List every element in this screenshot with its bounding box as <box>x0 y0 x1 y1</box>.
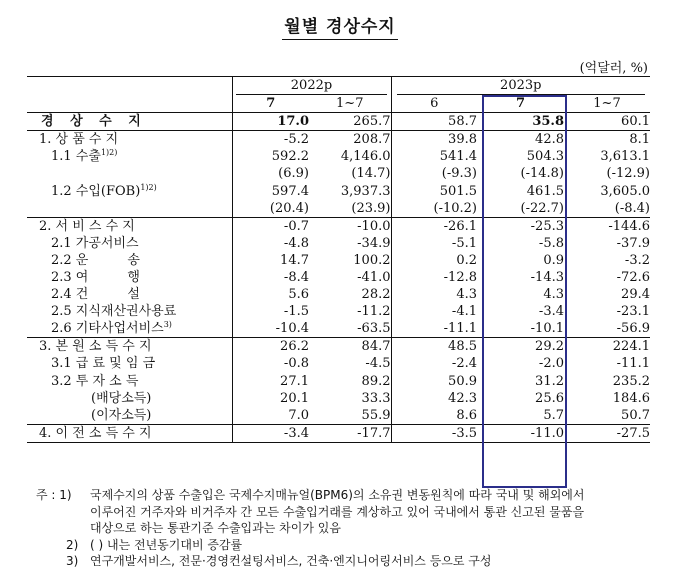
table-row <box>27 217 650 235</box>
cell-value: -23.1 <box>616 304 650 320</box>
cell-value: -72.6 <box>616 269 650 285</box>
cell-value: 224.1 <box>564 338 650 356</box>
cell-value: 60.1 <box>564 113 650 131</box>
cell-value: 42.3 <box>391 390 477 407</box>
cell-value: -8.4 <box>232 269 309 286</box>
cell-value: 3,613.1 <box>600 149 650 165</box>
page-title <box>0 12 680 37</box>
row-label-text: 2.4 건 설 <box>51 287 140 303</box>
table-row <box>27 252 650 269</box>
cell-value: -4.8 <box>232 235 309 252</box>
row-label-text: 3. 본 원 소 득 수 지 <box>39 339 152 355</box>
cell-value: 42.8 <box>477 131 564 149</box>
cell-value: 100.2 <box>353 252 391 268</box>
table-row <box>27 131 650 149</box>
header-group-2023: 2023p <box>391 77 650 96</box>
cell-value: 8.6 <box>391 407 477 425</box>
row-label-text: 4. 이 전 소 득 수 지 <box>39 425 152 441</box>
cell-value: -25.3 <box>477 217 564 235</box>
table-row <box>27 235 650 252</box>
cell-value: -4.5 <box>365 356 391 372</box>
cell-value: -5.2 <box>232 131 309 149</box>
cell-value: (23.9) <box>351 200 391 216</box>
row-label <box>27 286 232 303</box>
cell-value: (20.4) <box>232 200 309 218</box>
cell-value: 504.3 <box>526 149 564 165</box>
cell-value: -0.7 <box>232 217 309 235</box>
table-row <box>27 320 650 338</box>
footnote-1 <box>36 487 666 537</box>
table-row <box>27 200 650 218</box>
row-label <box>27 373 232 390</box>
cell-value: 17.0 <box>232 113 309 131</box>
cell-value: 84.7 <box>309 338 391 356</box>
row-label-text: 3.1 급 료 및 임 금 <box>51 356 156 372</box>
table-row <box>27 165 650 182</box>
header-col: 7 <box>477 95 564 113</box>
row-label <box>27 407 232 425</box>
cell-value: 48.5 <box>391 338 477 356</box>
cell-value: -11.1 <box>391 320 477 338</box>
row-label-footnote-ref: 1)2) <box>140 182 157 192</box>
row-label-text: 1.1 수출 <box>51 149 101 165</box>
table-row <box>27 269 650 286</box>
row-label <box>27 303 232 320</box>
row-label <box>27 390 232 407</box>
footnote-lead: 주 : 1) <box>36 488 72 502</box>
cell-value: -11.2 <box>357 304 391 320</box>
cell-value: 501.5 <box>391 182 477 199</box>
cell-value: 4.3 <box>543 287 564 303</box>
table-row <box>27 424 650 442</box>
header-col: 7 <box>232 95 309 113</box>
row-label <box>27 235 232 252</box>
unit-label: (억달러, %) <box>579 61 648 76</box>
row-label <box>27 252 232 269</box>
row-label <box>27 148 232 165</box>
row-label-text: 2. 서 비 스 수 지 <box>39 218 135 234</box>
cell-value: (-12.9) <box>606 166 650 182</box>
cell-value: 7.0 <box>232 407 309 425</box>
cell-value: -14.3 <box>530 269 564 285</box>
row-label-text: 2.6 기타사업서비스 <box>51 321 164 337</box>
header-group-2022: 2022p <box>232 77 391 96</box>
cell-value: -3.4 <box>538 304 564 320</box>
cell-value: -56.9 <box>616 321 650 337</box>
cell-value: -3.2 <box>624 252 650 268</box>
footnote-1-line-2: 이루어진 거주자와 비거주자 간 모든 수출입거래를 계상하고 있어 국내에서 통관 신고된 물품을 <box>90 504 585 519</box>
cell-value: -27.5 <box>564 424 650 442</box>
row-label <box>27 338 232 356</box>
cell-value: -3.5 <box>391 424 477 442</box>
cell-value: (-10.2) <box>391 200 477 218</box>
footnote-1-line-1: 국제수지의 상품 수출입은 국제수지매뉴얼(BPM6)의 소유권 변동원칙에 따라 국내 및 해외에서 <box>90 488 585 502</box>
cell-value: 265.7 <box>309 113 391 131</box>
cell-value: 58.7 <box>391 113 477 131</box>
table-row <box>27 182 650 199</box>
row-label-text: 2.1 가공서비스 <box>51 235 139 251</box>
cell-value: -12.8 <box>391 269 477 286</box>
cell-value: -4.1 <box>391 303 477 320</box>
cell-value: -17.7 <box>309 424 391 442</box>
row-label-text: 2.5 지식재산권사용료 <box>51 304 177 320</box>
cell-value: (-8.4) <box>614 200 650 216</box>
cell-value: -37.9 <box>616 235 650 251</box>
row-label <box>27 200 232 218</box>
cell-value: -2.0 <box>538 356 564 372</box>
row-label-text: 1. 상 품 수 지 <box>39 132 119 148</box>
cell-value: 28.2 <box>361 287 391 303</box>
cell-value: 0.2 <box>391 252 477 269</box>
table-row <box>27 148 650 165</box>
table-row <box>27 373 650 390</box>
footnote-3-text: 연구개발서비스, 전문·경영컨설팅서비스, 건축·엔지니어링서비스 등으로 구성 <box>90 554 492 568</box>
table-row <box>27 390 650 407</box>
cell-value: -0.8 <box>232 355 309 372</box>
cell-value: (14.7) <box>351 166 391 182</box>
title-text: 월별 경상수지 <box>282 17 397 40</box>
cell-value: -10.4 <box>232 320 309 338</box>
footnote-2-text: ( ) 내는 전년동기대비 증감률 <box>90 537 243 552</box>
cell-value: 3,937.3 <box>340 183 391 199</box>
cell-value: 235.2 <box>612 373 650 389</box>
cell-value: 50.7 <box>621 407 650 423</box>
footnotes <box>36 487 666 570</box>
cell-value: -41.0 <box>357 269 391 285</box>
cell-value: -1.5 <box>232 303 309 320</box>
row-label-text: 경 상 수 지 <box>41 114 147 130</box>
cell-value: -10.0 <box>309 217 391 235</box>
cell-value: (-14.8) <box>520 166 564 182</box>
cell-value: 3,605.0 <box>600 183 650 199</box>
cell-value: 5.6 <box>232 286 309 303</box>
cell-value: 592.2 <box>232 148 309 165</box>
row-label-text: (이자소득) <box>91 407 152 423</box>
header-column-row <box>27 95 650 113</box>
row-label-text: 3.2 투 자 소 득 <box>51 373 139 389</box>
cell-value: -10.1 <box>530 321 564 337</box>
cell-value: 20.1 <box>232 390 309 407</box>
row-label-text: 2.3 여 행 <box>51 269 140 285</box>
footnote-2-lead: 2) <box>66 537 79 552</box>
cell-value: 184.6 <box>612 390 650 406</box>
row-label <box>27 355 232 372</box>
cell-value: 541.4 <box>391 148 477 165</box>
cell-value: 27.1 <box>232 373 309 390</box>
cell-value: 0.9 <box>543 252 564 268</box>
cell-value: 50.9 <box>391 373 477 390</box>
row-label <box>27 182 232 199</box>
row-label-text: 1.2 수입(FOB) <box>51 183 141 199</box>
row-label <box>27 320 232 338</box>
row-label-text: 2.2 운 송 <box>51 252 140 268</box>
table-row <box>27 355 650 372</box>
cell-value: -34.9 <box>357 235 391 251</box>
cell-value: 461.5 <box>526 183 564 199</box>
cell-value: -144.6 <box>564 217 650 235</box>
row-label-text: (배당소득) <box>91 390 152 406</box>
table-row <box>27 407 650 425</box>
cell-value: -11.1 <box>616 356 650 372</box>
cell-value: -5.8 <box>538 235 564 251</box>
current-account-table <box>27 76 650 443</box>
table-row <box>27 286 650 303</box>
cell-value: -63.5 <box>357 321 391 337</box>
cell-value: -11.0 <box>477 424 564 442</box>
cell-value: 25.6 <box>535 390 564 406</box>
row-label <box>27 269 232 286</box>
row-label <box>27 113 232 131</box>
cell-value: (6.9) <box>232 165 309 182</box>
cell-value: 31.2 <box>535 373 564 389</box>
cell-value: 4.3 <box>391 286 477 303</box>
footnote-2 <box>36 537 666 554</box>
header-group-row <box>27 77 650 96</box>
row-label-footnote-ref: 1)2) <box>100 148 118 158</box>
table-row <box>27 113 650 131</box>
row-label <box>27 424 232 442</box>
row-label <box>27 165 232 182</box>
cell-value: -5.1 <box>391 235 477 252</box>
cell-value: -2.4 <box>391 355 477 372</box>
cell-value: (-9.3) <box>391 165 477 182</box>
cell-value: (-22.7) <box>520 200 564 216</box>
cell-value: 29.2 <box>477 338 564 356</box>
cell-value: 33.3 <box>361 390 391 406</box>
cell-value: 29.4 <box>621 287 650 303</box>
table-row <box>27 338 650 356</box>
cell-value: 35.8 <box>477 113 564 131</box>
cell-value: 55.9 <box>361 407 391 423</box>
cell-value: 8.1 <box>564 131 650 149</box>
row-label-footnote-ref: 3) <box>163 320 172 330</box>
header-blank <box>27 95 232 113</box>
cell-value: 597.4 <box>232 182 309 199</box>
cell-value: 4,146.0 <box>340 149 391 165</box>
row-label <box>27 217 232 235</box>
header-col: 1~7 <box>309 95 391 113</box>
cell-value: 39.8 <box>391 131 477 149</box>
header-blank <box>27 77 232 96</box>
cell-value: -26.1 <box>391 217 477 235</box>
footnote-3-lead: 3) <box>66 554 79 568</box>
cell-value: 5.7 <box>543 407 564 423</box>
cell-value: -3.4 <box>232 424 309 442</box>
table-row <box>27 303 650 320</box>
header-col: 6 <box>391 95 477 113</box>
cell-value: 208.7 <box>309 131 391 149</box>
header-col: 1~7 <box>564 95 650 113</box>
row-label <box>27 131 232 149</box>
cell-value: 89.2 <box>361 373 391 389</box>
cell-value: 14.7 <box>232 252 309 269</box>
footnote-1-line-3: 대상으로 하는 통관기준 수출입과는 차이가 있음 <box>90 521 341 535</box>
cell-value: 26.2 <box>232 338 309 356</box>
footnote-3 <box>36 553 666 570</box>
